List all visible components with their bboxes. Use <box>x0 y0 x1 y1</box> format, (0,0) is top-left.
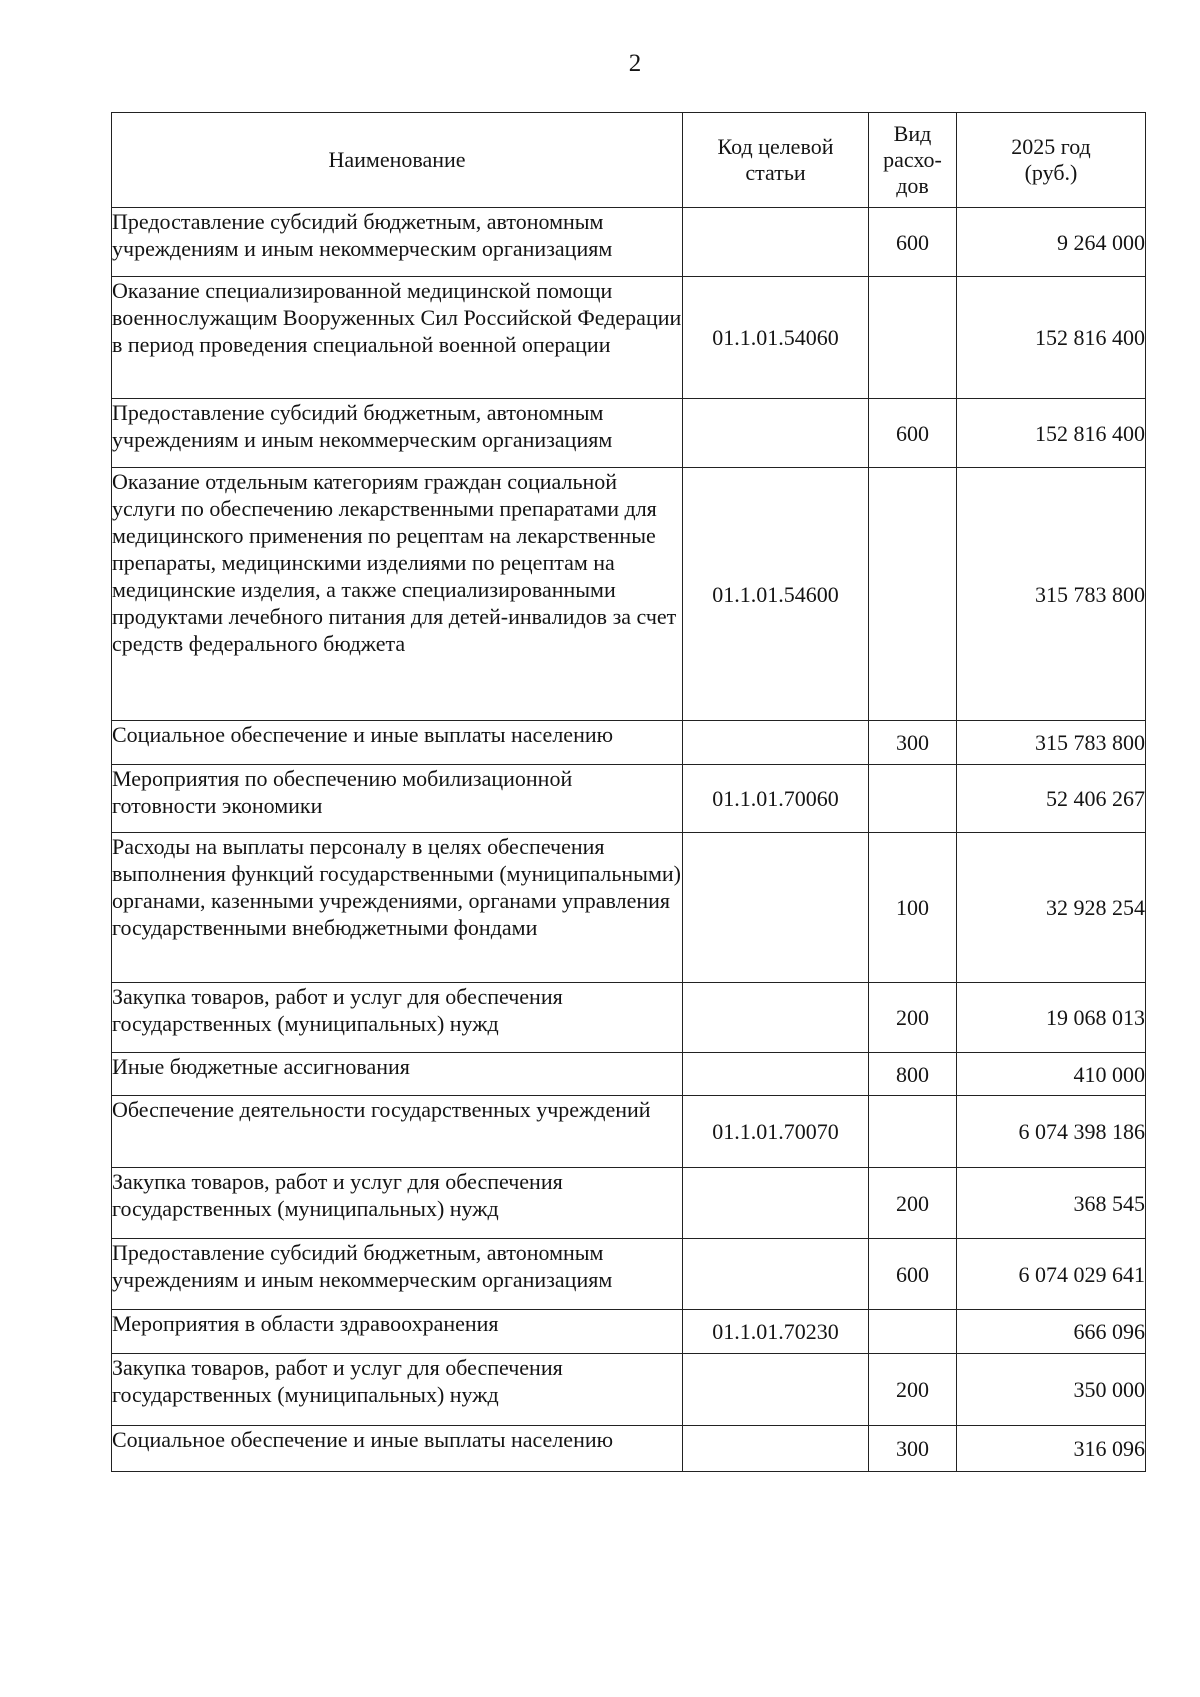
table-row <box>112 1096 1146 1168</box>
row-code <box>683 1239 869 1310</box>
table-row <box>112 468 1146 721</box>
row-sum: 32 928 254 <box>957 833 1146 983</box>
row-vid <box>869 277 957 399</box>
row-vid <box>869 1310 957 1354</box>
row-code <box>683 721 869 765</box>
row-vid: 800 <box>869 1053 957 1096</box>
row-sum: 19 068 013 <box>957 983 1146 1053</box>
row-name: Социальное обеспечение и иные выплаты населению <box>112 721 683 765</box>
header-sum: 2025 год (руб.) <box>957 113 1146 208</box>
row-name: Закупка товаров, работ и услуг для обеспечения государственных (муниципальных) нужд <box>112 1354 683 1426</box>
table-row <box>112 1354 1146 1426</box>
table-row <box>112 399 1146 468</box>
row-sum: 316 096 <box>957 1426 1146 1472</box>
table-row <box>112 833 1146 983</box>
row-code <box>683 208 869 277</box>
row-code <box>683 833 869 983</box>
table-row <box>112 1053 1146 1096</box>
table-header-row <box>112 113 1146 208</box>
row-sum: 6 074 398 186 <box>957 1096 1146 1168</box>
row-sum: 6 074 029 641 <box>957 1239 1146 1310</box>
row-code: 01.1.01.54600 <box>683 468 869 721</box>
row-code: 01.1.01.54060 <box>683 277 869 399</box>
row-sum: 368 545 <box>957 1168 1146 1239</box>
row-sum: 152 816 400 <box>957 277 1146 399</box>
row-sum: 52 406 267 <box>957 765 1146 833</box>
row-sum: 666 096 <box>957 1310 1146 1354</box>
row-code <box>683 1354 869 1426</box>
header-code: Код целевой статьи <box>683 113 869 208</box>
row-name: Оказание отдельным категориям граждан социальной услуги по обеспечению лекарственными препаратами для медицинского применения по рецептам на лекарственные препараты, медицинскими изделиями по рецептам на медицинские изделия, а также специализированными продуктами лечебного питания для детей-инвалидов за счет средств федерального бюджета <box>112 468 683 721</box>
row-code <box>683 983 869 1053</box>
row-sum: 350 000 <box>957 1354 1146 1426</box>
row-name: Закупка товаров, работ и услуг для обеспечения государственных (муниципальных) нужд <box>112 983 683 1053</box>
table-row <box>112 1310 1146 1354</box>
row-vid: 600 <box>869 208 957 277</box>
budget-table <box>111 112 1146 1472</box>
table-row <box>112 277 1146 399</box>
row-vid: 300 <box>869 1426 957 1472</box>
row-name: Предоставление субсидий бюджетным, автономным учреждениям и иным некоммерческим организациям <box>112 1239 683 1310</box>
row-name: Расходы на выплаты персоналу в целях обеспечения выполнения функций государственными (муниципальными) органами, казенными учреждениями, органами управления государственными внебюджетными фондами <box>112 833 683 983</box>
row-sum: 410 000 <box>957 1053 1146 1096</box>
table-row <box>112 208 1146 277</box>
row-code <box>683 1168 869 1239</box>
header-name: Наименование <box>112 113 683 208</box>
page-number: 2 <box>628 50 642 77</box>
table-row <box>112 1168 1146 1239</box>
row-sum: 315 783 800 <box>957 468 1146 721</box>
row-code: 01.1.01.70060 <box>683 765 869 833</box>
table-row <box>112 1426 1146 1472</box>
table-row <box>112 765 1146 833</box>
row-name: Оказание специализированной медицинской помощи военнослужащим Вооруженных Сил Российской Федерации в период проведения специальной военной операции <box>112 277 683 399</box>
row-code <box>683 399 869 468</box>
row-name: Иные бюджетные ассигнования <box>112 1053 683 1096</box>
row-vid: 600 <box>869 399 957 468</box>
header-vid: Вид расхо-дов <box>869 113 957 208</box>
row-sum: 315 783 800 <box>957 721 1146 765</box>
row-vid: 200 <box>869 983 957 1053</box>
row-vid <box>869 765 957 833</box>
row-name: Мероприятия по обеспечению мобилизационной готовности экономики <box>112 765 683 833</box>
table-row <box>112 983 1146 1053</box>
row-vid <box>869 1096 957 1168</box>
row-vid: 200 <box>869 1168 957 1239</box>
table-row <box>112 1239 1146 1310</box>
row-sum: 152 816 400 <box>957 399 1146 468</box>
row-name: Мероприятия в области здравоохранения <box>112 1310 683 1354</box>
row-vid: 300 <box>869 721 957 765</box>
row-vid: 600 <box>869 1239 957 1310</box>
table-row <box>112 721 1146 765</box>
row-code <box>683 1053 869 1096</box>
row-name: Предоставление субсидий бюджетным, автономным учреждениям и иным некоммерческим организациям <box>112 399 683 468</box>
row-name: Закупка товаров, работ и услуг для обеспечения государственных (муниципальных) нужд <box>112 1168 683 1239</box>
row-vid: 200 <box>869 1354 957 1426</box>
row-code: 01.1.01.70230 <box>683 1310 869 1354</box>
row-name: Обеспечение деятельности государственных учреждений <box>112 1096 683 1168</box>
row-code <box>683 1426 869 1472</box>
row-vid <box>869 468 957 721</box>
row-vid: 100 <box>869 833 957 983</box>
row-code: 01.1.01.70070 <box>683 1096 869 1168</box>
row-sum: 9 264 000 <box>957 208 1146 277</box>
row-name: Предоставление субсидий бюджетным, автономным учреждениям и иным некоммерческим организациям <box>112 208 683 277</box>
row-name: Социальное обеспечение и иные выплаты населению <box>112 1426 683 1472</box>
